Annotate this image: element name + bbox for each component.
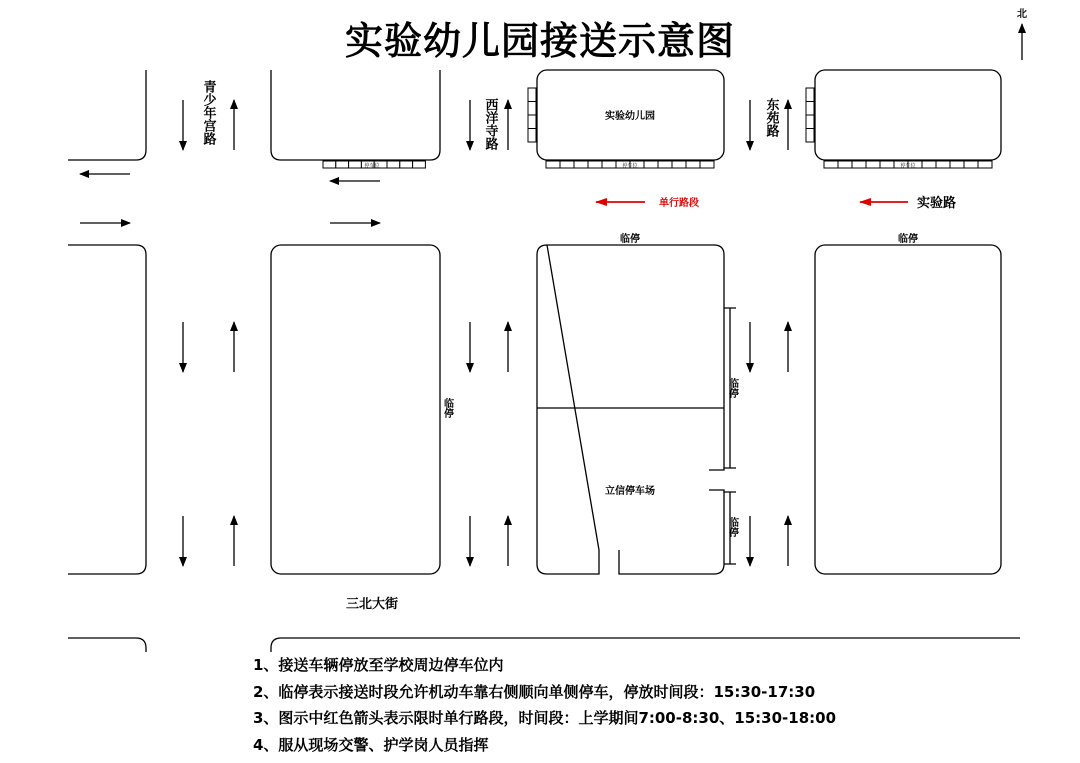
notes-list: [253, 652, 836, 758]
parking-space: [528, 115, 536, 129]
parking-space: [978, 161, 992, 168]
road-qingshaonian: 青少年宫路: [200, 80, 216, 145]
page-title: 实验幼儿园接送示意图: [344, 19, 735, 63]
block-top-2: [271, 70, 440, 160]
road-xiyangsi: 西洋寺路: [482, 98, 498, 150]
parking-space: [672, 161, 686, 168]
parking-space: [560, 161, 574, 168]
block-bottom-left: [68, 638, 146, 652]
block-top-left: [68, 70, 146, 160]
temp-stop-label-vertical-2: 临停: [726, 378, 738, 398]
block-top-right: [815, 70, 1001, 160]
parking-space: [602, 161, 616, 168]
parking-space: [528, 129, 536, 143]
road-dongyuan: 东苑路: [763, 98, 779, 137]
kindergarten-label: 实验幼儿园: [605, 111, 655, 122]
block-mid-left: [68, 245, 146, 574]
parking-space: [528, 102, 536, 116]
parking-space: [658, 161, 672, 168]
parking-space: [546, 161, 560, 168]
parking-lot-block: [537, 245, 724, 574]
traffic-arrows: [80, 24, 1022, 566]
note-item: 4、服从现场交警、护学岗人员指挥: [253, 735, 489, 754]
road-sanbei: 三北大街: [345, 597, 399, 612]
parking-space: [936, 161, 950, 168]
parking-space: [806, 102, 814, 116]
parking-space: [964, 161, 978, 168]
parking-space: [336, 161, 349, 168]
parking-space: [528, 88, 536, 102]
block-mid-right: [815, 245, 1001, 574]
parking-lot-label: 立信停车场: [605, 486, 655, 497]
block-mid-2: [271, 245, 440, 574]
parking-space-label-1: 停车位: [364, 163, 380, 169]
parking-space-label-2: 停车位: [622, 163, 638, 169]
parking-space: [400, 161, 413, 168]
parking-space: [838, 161, 852, 168]
parking-space: [866, 161, 880, 168]
parking-space: [574, 161, 588, 168]
note-item: 2、临停表示接送时段允许机动车靠右侧顺向单侧停车，停放时间段：15:30-17:30: [253, 682, 816, 701]
parking-space: [806, 129, 814, 143]
parking-space-label-3: 停车位: [900, 163, 916, 169]
parking-space: [349, 161, 362, 168]
parking-space: [852, 161, 866, 168]
parking-space: [806, 115, 814, 129]
parking-space: [806, 88, 814, 102]
parking-space: [644, 161, 658, 168]
compass-label: 北: [1017, 9, 1027, 20]
parking-space: [700, 161, 714, 168]
temp-stop-label-top-2: 临停: [898, 234, 918, 245]
parking-space: [950, 161, 964, 168]
parking-space: [922, 161, 936, 168]
temp-stop-label-vertical-3: 临停: [726, 517, 738, 537]
parking-space: [413, 161, 426, 168]
parking-space: [824, 161, 838, 168]
note-item: 1、接送车辆停放至学校周边停车位内: [253, 656, 504, 674]
parking-space: [387, 161, 400, 168]
parking-space: [880, 161, 894, 168]
note-item: 3、图示中红色箭头表示限时单行路段，时间段：上学期间7:00-8:30、15:30-18:00: [253, 709, 837, 727]
parking-space: [323, 161, 336, 168]
one-way-label: 单行路段: [659, 198, 699, 209]
parking-space: [588, 161, 602, 168]
road-shiyan: 实验路: [917, 196, 957, 211]
temp-stop-label-top-1: 临停: [620, 234, 640, 245]
block-bottom-right: [271, 638, 1020, 652]
temp-stop-label-vertical-1: 临停: [441, 398, 453, 418]
parking-space: [686, 161, 700, 168]
